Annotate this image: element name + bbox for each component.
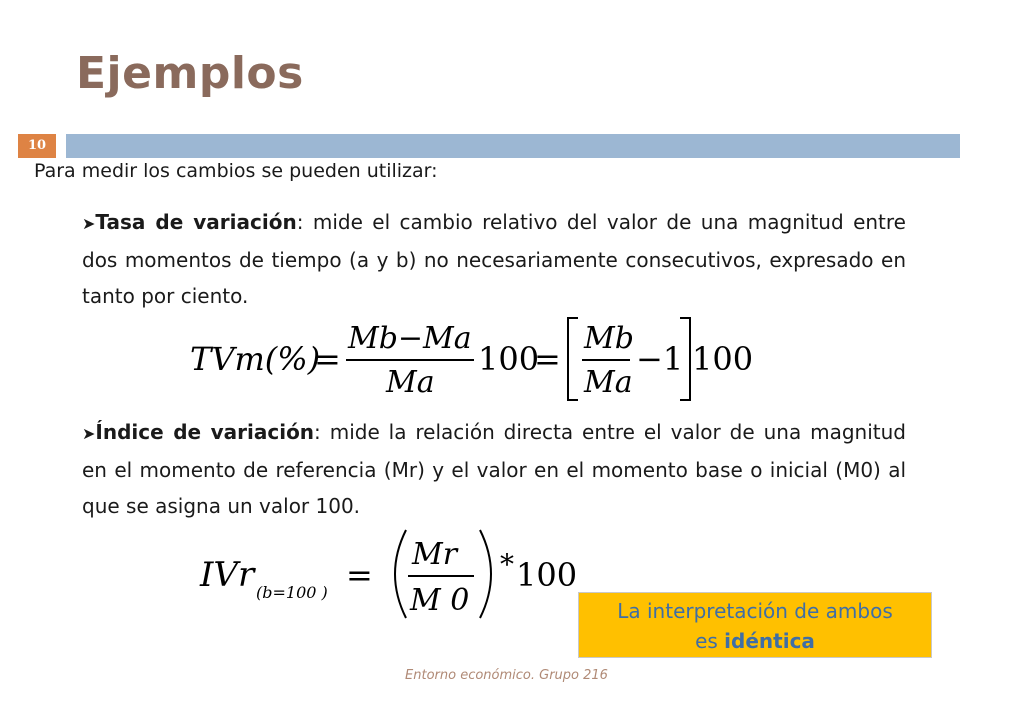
- bullet-tasa-variacion: [82, 204, 906, 314]
- formula2-num: Mr: [412, 537, 458, 572]
- formula1-factor2: 100: [692, 340, 754, 378]
- intro-text: Para medir los cambios se pueden utilizar:: [34, 160, 438, 182]
- bullet-text: : mide la relación directa entre el valor de una magnitud en el momento de referencia (Mr) y el valor en el momento base o inicial (M0) al que se asigna un valor 100.: [82, 420, 906, 518]
- callout-line2-prefix: es: [695, 629, 725, 653]
- callout-line1: La interpretación de ambos: [617, 599, 893, 623]
- formula1-inner-num: Mb: [584, 321, 634, 356]
- right-paren: [480, 530, 491, 618]
- formula-indice-variacion: [198, 524, 588, 628]
- slide-title: Ejemplos: [76, 48, 304, 99]
- formula2-factor: 100: [516, 556, 578, 594]
- formula1-num: Mb−Ma: [348, 321, 472, 356]
- formula-tasa-variacion: [186, 312, 754, 412]
- formula2-subscript: (b=100 ): [256, 583, 328, 602]
- formula1-minus-one: −1: [636, 340, 684, 378]
- formula1-factor: 100: [478, 340, 540, 378]
- header-bar: [66, 134, 960, 158]
- arrow-bullet-icon: ➤: [82, 214, 96, 233]
- bullet-text: : mide el cambio relativo del valor de una magnitud entre dos momentos de tiempo (a y b) no necesariamente consecutivos, expresado en tanto por ciento.: [82, 210, 906, 308]
- formula2-lhs: IVr: [200, 555, 255, 595]
- bullet-term: Índice de variación: [95, 420, 315, 444]
- formula1-den: Ma: [386, 365, 435, 400]
- left-bracket: [568, 318, 578, 400]
- callout-line2: [579, 626, 931, 656]
- callout-box: [578, 592, 932, 658]
- arrow-bullet-icon: ➤: [82, 424, 96, 443]
- callout-line2-bold: idéntica: [724, 629, 815, 653]
- formula1-eq2: =: [534, 340, 561, 378]
- formula2-times: *: [500, 548, 514, 581]
- formula1-inner-den: Ma: [584, 365, 633, 400]
- formula2-den: M 0: [410, 583, 470, 618]
- slide-number: 10: [18, 134, 56, 158]
- left-paren: [395, 530, 406, 618]
- formula2-eq: =: [346, 556, 373, 594]
- formula1-eq: =: [314, 340, 341, 378]
- footer-text: Entorno económico. Grupo 216: [405, 668, 608, 683]
- bullet-indice-variacion: [82, 414, 906, 524]
- bullet-term: Tasa de variación: [95, 210, 297, 234]
- formula1-lhs: TVm(%): [190, 340, 321, 378]
